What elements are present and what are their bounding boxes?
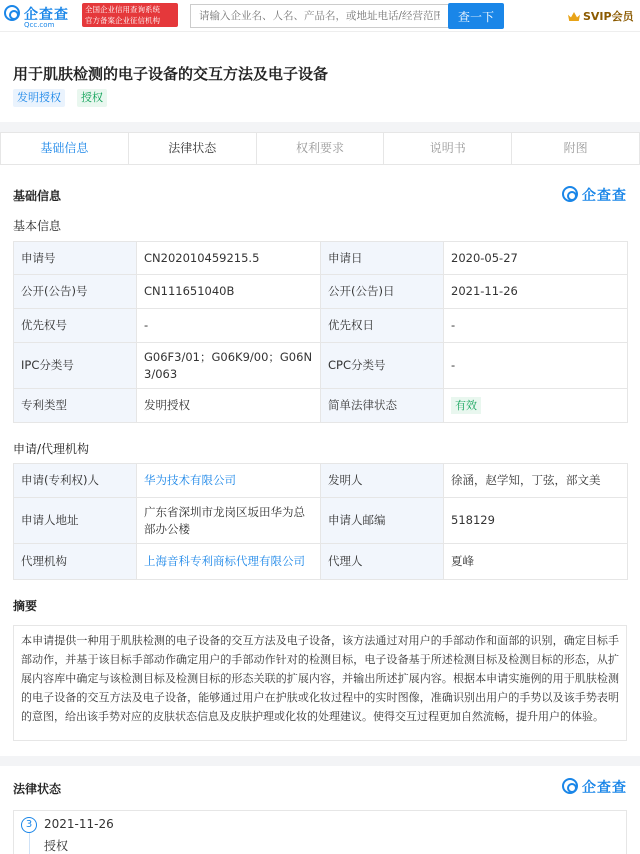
label-cell: 代理人 [321,544,444,580]
label-cell: 申请号 [14,242,137,275]
patent-title-area [0,32,640,122]
qcc-logo-icon [562,778,578,794]
search-input[interactable] [190,4,448,28]
label-cell: 优先权日 [321,309,444,343]
tag-patent-type: 发明授权 [13,89,65,107]
official-badge [82,3,178,27]
section-divider [0,756,640,766]
value-cell: - [137,309,321,343]
table-row [14,242,628,275]
value-cell: 发明授权 [137,389,321,423]
table-row [14,389,628,423]
value-cell: CN111651040B [137,275,321,309]
svip-link[interactable] [568,8,634,24]
table-row [14,275,628,309]
qcc-logo[interactable] [4,4,80,28]
tab-claims[interactable]: 权利要求 [257,133,385,164]
qcc-logo-icon [4,5,20,21]
tag-status: 授权 [77,89,107,107]
value-cell: G06F3/01；G06K9/00；G06N3/063 [137,343,321,389]
tab-basic-info[interactable]: 基础信息 [1,133,129,164]
label-cell: 申请日 [321,242,444,275]
qcc-brand-logo [562,777,630,797]
label-cell: 代理机构 [14,544,137,580]
value-cell: 夏峰 [444,544,628,580]
label-cell: 申请人邮编 [321,498,444,544]
tab-bar [0,132,640,165]
legal-status-heading: 法律状态 [13,782,62,796]
value-cell: 2021-11-26 [444,275,628,309]
search-button[interactable]: 查一下 [448,3,504,29]
legal-timeline [13,810,627,854]
basic-info-table [13,241,628,423]
tab-legal-status[interactable]: 法律状态 [129,133,257,164]
value-cell: 广东省深圳市龙岗区坂田华为总部办公楼 [137,498,321,544]
applicant-table [13,463,628,580]
table-row [14,464,628,498]
abstract-text: 本申请提供一种用于肌肤检测的电子设备的交互方法及电子设备，该方法通过对用户的手部动作和面部的识别，确定目标手部动作，并基于该目标手部动作确定用户的手部动作针对的检测目标，电子设备基于所述检测目标及检测目标的形态，从扩展内容库中确定与该检测目标及检测目标的形态关联的扩展内容，并输出所述扩展内容。根据本申请实施例的用于肌肤检测的电子设备的交互方法及电子设备，能够通过用户在护肤或化妆过程中的实时图像，准确识别出用户的手势以及该手势表明的意图，给出该手势对应的皮肤状态信息及皮肤护理或化妆的处理建议。使得交互过程更加自然流畅，提升用户的体验。 [13,625,627,741]
value-cell: - [444,309,628,343]
applicant-subheading: 申请/代理机构 [13,442,90,456]
crown-icon [568,12,580,21]
badge-line-1: 全国企业信用查询系统 [85,5,160,14]
label-cell: 公开(公告)号 [14,275,137,309]
qcc-brand-logo [562,185,630,205]
label-cell: 专利类型 [14,389,137,423]
tab-drawings[interactable]: 附图 [563,141,588,155]
label-cell: 发明人 [321,464,444,498]
label-cell: 优先权号 [14,309,137,343]
qcc-brand-text: 企查查 [582,780,627,796]
basic-info-heading: 基础信息 [13,189,62,203]
svip-label: SVIP会员 [583,10,634,23]
status-badge: 有效 [451,397,481,414]
table-row [14,309,628,343]
tab-description[interactable]: 说明书 [384,133,512,164]
timeline-line [29,833,30,854]
table-row [14,498,628,544]
table-row [14,544,628,580]
timeline-step-number: 3 [21,817,37,833]
value-cell: 徐涵，赵学知，丁弦，部文美 [444,464,628,498]
value-cell: 518129 [444,498,628,544]
value-cell: 2020-05-27 [444,242,628,275]
abstract-heading: 摘要 [13,599,38,613]
applicant-link[interactable]: 华为技术有限公司 [144,473,236,487]
timeline-status: 授权 [44,839,69,853]
label-cell: 简单法律状态 [321,389,444,423]
value-cell: - [444,343,628,389]
timeline-date: 2021-11-26 [44,817,114,831]
table-row [14,343,628,389]
label-cell: 申请人地址 [14,498,137,544]
logo-domain: Qcc.com [24,21,55,29]
basic-subheading: 基本信息 [13,219,62,233]
value-cell: CN202010459215.5 [137,242,321,275]
label-cell: 公开(公告)日 [321,275,444,309]
qcc-brand-text: 企查查 [582,188,627,204]
label-cell: 申请(专利权)人 [14,464,137,498]
qcc-logo-icon [562,186,578,202]
label-cell: IPC分类号 [14,343,137,389]
value-cell [137,544,321,580]
top-header [0,0,640,32]
agency-link[interactable]: 上海音科专利商标代理有限公司 [144,554,305,568]
section-divider [0,122,640,132]
page-title: 用于肌肤检测的电子设备的交互方法及电子设备 [13,65,329,83]
value-cell [137,464,321,498]
logo-text: 企查查 [24,7,69,23]
value-cell [444,389,628,423]
badge-line-2: 官方备案企业征信机构 [85,16,160,25]
label-cell: CPC分类号 [321,343,444,389]
